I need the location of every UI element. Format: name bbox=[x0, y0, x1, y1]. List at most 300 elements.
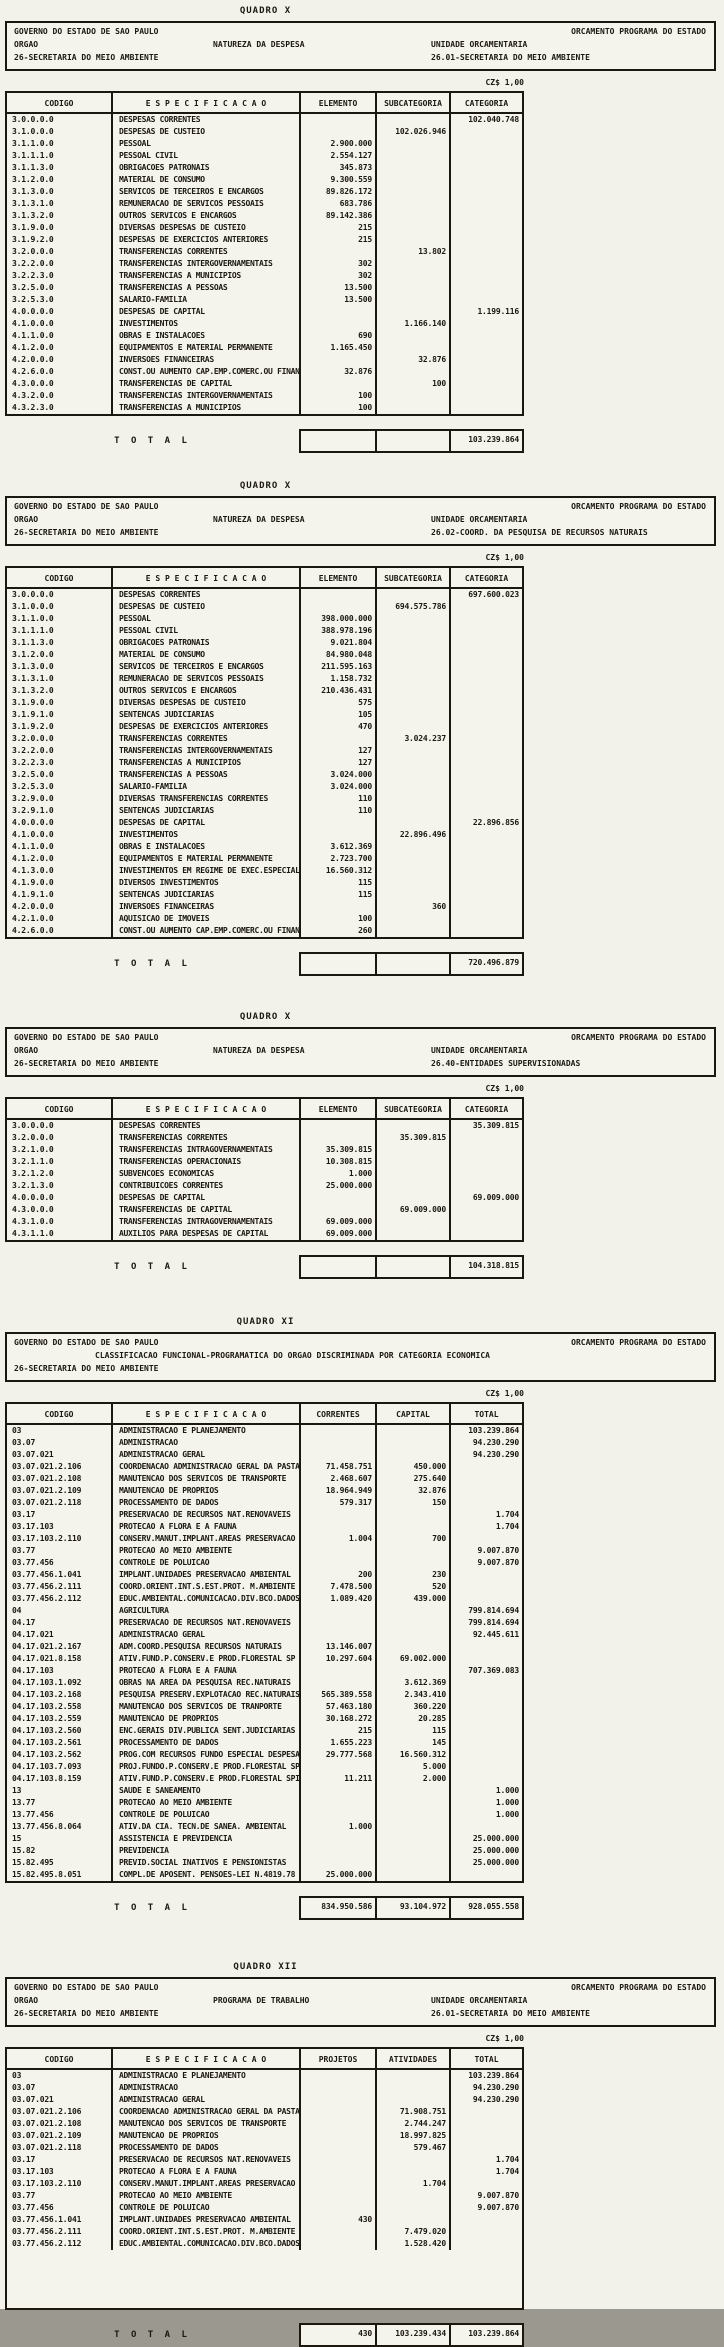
value-cell: 799.814.694 bbox=[468, 1606, 519, 1615]
value-cell bbox=[377, 258, 451, 270]
spec-cell: TRANSFERENCIAS OPERACIONAIS bbox=[113, 1156, 301, 1168]
value-cell: 7.479.020 bbox=[377, 2226, 451, 2238]
table-row bbox=[7, 1617, 522, 1629]
total-value-cell: 430 bbox=[301, 2325, 377, 2345]
table-row bbox=[7, 2142, 522, 2154]
value-cell bbox=[377, 1509, 451, 1521]
spec-cell: COORD.ORIENT.INT.S.EST.PROT. M.AMBIENTE bbox=[113, 2226, 301, 2238]
value-cell bbox=[377, 1521, 451, 1533]
value-cell: 2.000 bbox=[377, 1773, 451, 1785]
table-row bbox=[7, 150, 522, 162]
value-cell: 127 bbox=[301, 745, 377, 757]
code-cell: 04.17.021.8.158 bbox=[7, 1653, 113, 1665]
total-value-cell bbox=[377, 431, 451, 451]
table-row bbox=[7, 769, 522, 781]
total-value-cell bbox=[301, 954, 377, 974]
value-cell bbox=[377, 342, 451, 354]
spec-cell: SENTENCAS JUDICIARIAS bbox=[113, 889, 301, 901]
value-cell bbox=[451, 318, 522, 330]
value-cell bbox=[451, 841, 522, 853]
spec-cell: MANUTENCAO DOS SERVICOS DE TRANSPORTE bbox=[113, 1473, 301, 1485]
code-cell: 4.3.2.0.0 bbox=[7, 390, 113, 402]
value-cell: 707.369.083 bbox=[468, 1666, 519, 1675]
value-cell: 2.343.410 bbox=[377, 1689, 451, 1701]
currency-note: CZ$ 1,00 bbox=[485, 2034, 524, 2043]
code-cell: 3.1.1.0.0 bbox=[7, 138, 113, 150]
value-cell bbox=[451, 1689, 522, 1701]
value-cell bbox=[451, 402, 522, 414]
value-cell bbox=[451, 709, 522, 721]
code-cell: 03.07.021.2.118 bbox=[7, 2142, 113, 2154]
table-row bbox=[7, 1809, 522, 1821]
code-cell: 3.2.2.3.0 bbox=[7, 757, 113, 769]
value-cell bbox=[451, 1485, 522, 1497]
spec-cell: TRANSFERENCIAS A MUNICIPIOS bbox=[113, 757, 301, 769]
spec-cell: MANUTENCAO DE PROPRIOS bbox=[113, 1713, 301, 1725]
spec-cell: PROTECAO AO MEIO AMBIENTE bbox=[113, 2190, 301, 2202]
subject-label: PROGRAMA DE TRABALHO bbox=[213, 1996, 310, 2005]
table-row bbox=[7, 673, 522, 685]
value-cell: 1.000 bbox=[495, 1786, 519, 1795]
value-cell bbox=[451, 2238, 522, 2250]
code-cell: 4.2.1.0.0 bbox=[7, 913, 113, 925]
table-row bbox=[7, 889, 522, 901]
code-cell: 15.82 bbox=[7, 1845, 113, 1857]
value-cell bbox=[377, 649, 451, 661]
value-cell bbox=[377, 685, 451, 697]
value-cell bbox=[301, 2106, 377, 2118]
code-cell: 3.0.0.0.0 bbox=[7, 589, 113, 601]
value-cell bbox=[301, 733, 377, 745]
code-cell: 03.17.103 bbox=[7, 1521, 113, 1533]
value-cell bbox=[377, 234, 451, 246]
code-cell: 03.17.103.2.110 bbox=[7, 1533, 113, 1545]
code-cell: 4.1.3.0.0 bbox=[7, 865, 113, 877]
spec-cell: INVESTIMENTOS bbox=[113, 318, 301, 330]
value-cell bbox=[451, 1821, 522, 1833]
spec-cell: MANUTENCAO DE PROPRIOS bbox=[113, 1485, 301, 1497]
table-row bbox=[7, 318, 522, 330]
table-row bbox=[7, 1425, 522, 1437]
code-cell: 3.2.5.3.0 bbox=[7, 781, 113, 793]
spec-cell: CONTROLE DE POLUICAO bbox=[113, 2202, 301, 2214]
table-row bbox=[7, 402, 522, 414]
code-cell: 3.2.5.3.0 bbox=[7, 294, 113, 306]
column-header: CORRENTES bbox=[301, 1404, 377, 1425]
value-cell bbox=[301, 1204, 377, 1216]
column-header: SUBCATEGORIA bbox=[377, 568, 451, 589]
code-cell: 03.07.021 bbox=[7, 1449, 113, 1461]
table-row bbox=[7, 1449, 522, 1461]
table-row bbox=[7, 625, 522, 637]
spec-cell: TRANSFERENCIAS A PESSOAS bbox=[113, 282, 301, 294]
spec-cell: DIVERSAS DESPESAS DE CUSTEIO bbox=[113, 222, 301, 234]
code-cell: 04.17.103.1.092 bbox=[7, 1677, 113, 1689]
value-cell bbox=[301, 1845, 377, 1857]
value-cell: 13.500 bbox=[301, 294, 377, 306]
value-cell bbox=[301, 1605, 377, 1617]
value-cell bbox=[451, 366, 522, 378]
spec-cell: ADMINISTRACAO GERAL bbox=[113, 1629, 301, 1641]
spec-cell: TRANSFERENCIAS DE CAPITAL bbox=[113, 378, 301, 390]
code-cell: 3.1.1.1.0 bbox=[7, 625, 113, 637]
quadro-title: QUADRO X bbox=[239, 481, 292, 491]
total-label: T O T A L bbox=[114, 1903, 190, 1913]
unidade-orcamentaria-label: UNIDADE ORCAMENTARIA bbox=[431, 40, 528, 49]
value-cell bbox=[301, 589, 377, 601]
value-cell: 94.230.290 bbox=[472, 2083, 519, 2092]
value-cell bbox=[451, 1216, 522, 1228]
spec-cell: SENTENCAS JUDICIARIAS bbox=[113, 805, 301, 817]
spec-cell: DESPESAS DE EXERCICIOS ANTERIORES bbox=[113, 234, 301, 246]
value-cell bbox=[451, 1497, 522, 1509]
spec-cell: MATERIAL DE CONSUMO bbox=[113, 649, 301, 661]
value-cell bbox=[451, 1204, 522, 1216]
value-cell bbox=[451, 1168, 522, 1180]
table-row bbox=[7, 829, 522, 841]
value-cell: 210.436.431 bbox=[301, 685, 377, 697]
spec-cell: PRESERVACAO DE RECURSOS NAT.RENOVAVEIS bbox=[113, 2154, 301, 2166]
orgao-value: 26-SECRETARIA DO MEIO AMBIENTE bbox=[14, 1364, 159, 1373]
value-cell: 694.575.786 bbox=[377, 601, 451, 613]
quadro-title: QUADRO X bbox=[239, 6, 292, 16]
table-row bbox=[7, 1857, 522, 1869]
value-cell bbox=[377, 817, 451, 829]
quadro-section-4 bbox=[5, 1315, 724, 1920]
value-cell: 94.230.290 bbox=[472, 1438, 519, 1447]
value-cell bbox=[451, 1180, 522, 1192]
table-row bbox=[7, 378, 522, 390]
spec-cell: PESSOAL bbox=[113, 138, 301, 150]
value-cell bbox=[301, 246, 377, 258]
value-cell bbox=[301, 1617, 377, 1629]
value-cell bbox=[301, 1761, 377, 1773]
value-cell: 100 bbox=[377, 378, 451, 390]
code-cell: 4.3.0.0.0 bbox=[7, 1204, 113, 1216]
spec-cell: PESQUISA PRESERV.EXPLOTACAO REC.NATURAIS bbox=[113, 1689, 301, 1701]
value-cell bbox=[301, 901, 377, 913]
table-row bbox=[7, 1821, 522, 1833]
code-cell: 3.1.9.2.0 bbox=[7, 234, 113, 246]
value-cell: 57.463.180 bbox=[301, 1701, 377, 1713]
column-header: E S P E C I F I C A C A O bbox=[113, 2049, 301, 2070]
table-row bbox=[7, 354, 522, 366]
total-value-cell: 103.239.864 bbox=[468, 2329, 519, 2338]
value-cell: 565.389.558 bbox=[301, 1689, 377, 1701]
spec-cell: OBRIGACOES PATRONAIS bbox=[113, 162, 301, 174]
table-row bbox=[7, 1192, 522, 1204]
table-row bbox=[7, 114, 522, 126]
value-cell bbox=[451, 1461, 522, 1473]
value-cell bbox=[377, 186, 451, 198]
code-cell: 3.2.2.3.0 bbox=[7, 270, 113, 282]
code-cell: 4.1.0.0.0 bbox=[7, 829, 113, 841]
value-cell bbox=[451, 270, 522, 282]
value-cell bbox=[377, 210, 451, 222]
code-cell: 3.1.9.0.0 bbox=[7, 697, 113, 709]
value-cell: 18.964.949 bbox=[301, 1485, 377, 1497]
value-cell: 69.009.000 bbox=[472, 1193, 519, 1202]
spec-cell: OBRAS E INSTALACOES bbox=[113, 330, 301, 342]
value-cell bbox=[451, 198, 522, 210]
spec-cell: PROTECAO AO MEIO AMBIENTE bbox=[113, 1545, 301, 1557]
orgao-label: ORGAO bbox=[14, 1046, 39, 1055]
code-cell: 04.17.103.2.561 bbox=[7, 1737, 113, 1749]
spec-cell: DESPESAS CORRENTES bbox=[113, 589, 301, 601]
table-row bbox=[7, 1761, 522, 1773]
spec-cell: PRESERVACAO DE RECURSOS NAT.RENOVAVEIS bbox=[113, 1509, 301, 1521]
value-cell: 275.640 bbox=[377, 1473, 451, 1485]
quadro-section-2 bbox=[5, 479, 724, 976]
column-header: CODIGO bbox=[7, 1404, 113, 1425]
table-row bbox=[7, 2178, 522, 2190]
value-cell bbox=[451, 1132, 522, 1144]
spec-cell: OUTROS SERVICOS E ENCARGOS bbox=[113, 685, 301, 697]
value-cell: 1.704 bbox=[495, 2155, 519, 2164]
spec-cell: PREVID.SOCIAL INATIVOS E PENSIONISTAS bbox=[113, 1857, 301, 1869]
value-cell bbox=[451, 1228, 522, 1240]
code-cell: 04.17.103.2.560 bbox=[7, 1725, 113, 1737]
value-cell: 9.007.870 bbox=[477, 1546, 519, 1555]
code-cell: 03.17.103 bbox=[7, 2166, 113, 2178]
value-cell bbox=[451, 222, 522, 234]
table-row bbox=[7, 661, 522, 673]
spec-cell: COORD.ORIENT.INT.S.EST.PROT. M.AMBIENTE bbox=[113, 1581, 301, 1593]
value-cell: 16.560.312 bbox=[301, 865, 377, 877]
header-box bbox=[5, 21, 716, 71]
value-cell bbox=[301, 378, 377, 390]
table-row bbox=[7, 589, 522, 601]
spec-cell: SERVICOS DE TERCEIROS E ENCARGOS bbox=[113, 186, 301, 198]
value-cell: 1.704 bbox=[495, 2167, 519, 2176]
unidade-orcamentaria-value: 26.40-ENTIDADES SUPERVISIONADAS bbox=[431, 1059, 581, 1068]
value-cell bbox=[451, 697, 522, 709]
value-cell bbox=[451, 2106, 522, 2118]
total-values-box bbox=[299, 1255, 524, 1279]
value-cell bbox=[451, 625, 522, 637]
value-cell bbox=[301, 2082, 377, 2094]
value-cell bbox=[451, 150, 522, 162]
value-cell: 1.704 bbox=[495, 1522, 519, 1531]
spec-cell: IMPLANT.UNIDADES PRESERVACAO AMBIENTAL bbox=[113, 2214, 301, 2226]
code-cell: 3.1.2.0.0 bbox=[7, 174, 113, 186]
code-cell: 3.1.9.2.0 bbox=[7, 721, 113, 733]
table-row bbox=[7, 294, 522, 306]
code-cell: 4.1.9.1.0 bbox=[7, 889, 113, 901]
value-cell: 439.000 bbox=[377, 1593, 451, 1605]
value-cell bbox=[451, 721, 522, 733]
value-cell bbox=[377, 1168, 451, 1180]
code-cell: 15.82.495 bbox=[7, 1857, 113, 1869]
value-cell bbox=[301, 1120, 377, 1132]
table-header-row bbox=[7, 93, 522, 114]
value-cell: 100 bbox=[301, 913, 377, 925]
column-header: CODIGO bbox=[7, 93, 113, 114]
value-cell: 302 bbox=[301, 270, 377, 282]
value-cell: 215 bbox=[301, 1725, 377, 1737]
code-cell: 03.77.456.2.112 bbox=[7, 2238, 113, 2250]
table-row bbox=[7, 1569, 522, 1581]
column-header: ELEMENTO bbox=[301, 568, 377, 589]
value-cell bbox=[377, 589, 451, 601]
spec-cell: TRANSFERENCIAS CORRENTES bbox=[113, 1132, 301, 1144]
spec-cell: CONST.OU AUMENTO CAP.EMP.COMERC.OU FINAN bbox=[113, 925, 301, 937]
total-values-box bbox=[299, 429, 524, 453]
value-cell: 1.004 bbox=[301, 1533, 377, 1545]
spec-cell: CONSERV.MANUT.IMPLANT.AREAS PRESERVACAO bbox=[113, 1533, 301, 1545]
value-cell bbox=[377, 841, 451, 853]
total-value-cell: 93.104.972 bbox=[377, 1898, 451, 1918]
code-cell: 3.1.0.0.0 bbox=[7, 126, 113, 138]
spec-cell: OUTROS SERVICOS E ENCARGOS bbox=[113, 210, 301, 222]
code-cell: 13.77.456 bbox=[7, 1809, 113, 1821]
value-cell bbox=[377, 162, 451, 174]
table-row bbox=[7, 2106, 522, 2118]
code-cell: 4.1.0.0.0 bbox=[7, 318, 113, 330]
spec-cell: INVESTIMENTOS EM REGIME DE EXEC.ESPECIAL bbox=[113, 865, 301, 877]
value-cell bbox=[451, 246, 522, 258]
quadro-title: QUADRO X bbox=[239, 1012, 292, 1022]
spec-cell: AQUISICAO DE IMOVEIS bbox=[113, 913, 301, 925]
value-cell bbox=[377, 1797, 451, 1809]
table-row bbox=[7, 1557, 522, 1569]
value-cell: 302 bbox=[301, 258, 377, 270]
code-cell: 3.1.1.3.0 bbox=[7, 637, 113, 649]
value-cell bbox=[301, 1521, 377, 1533]
code-cell: 03.07.021.2.106 bbox=[7, 1461, 113, 1473]
value-cell bbox=[301, 1809, 377, 1821]
orgao-value: 26-SECRETARIA DO MEIO AMBIENTE bbox=[14, 1059, 159, 1068]
value-cell bbox=[377, 2166, 451, 2178]
table-row bbox=[7, 1228, 522, 1240]
code-cell: 3.2.9.1.0 bbox=[7, 805, 113, 817]
value-cell bbox=[377, 697, 451, 709]
value-cell bbox=[301, 1557, 377, 1569]
value-cell bbox=[377, 2202, 451, 2214]
code-cell: 3.2.0.0.0 bbox=[7, 246, 113, 258]
table-row bbox=[7, 757, 522, 769]
code-cell: 03.07.021.2.118 bbox=[7, 1497, 113, 1509]
value-cell: 1.000 bbox=[301, 1168, 377, 1180]
table-row bbox=[7, 2190, 522, 2202]
table-row bbox=[7, 1737, 522, 1749]
value-cell bbox=[301, 1665, 377, 1677]
value-cell bbox=[377, 661, 451, 673]
column-header: ELEMENTO bbox=[301, 93, 377, 114]
table-row bbox=[7, 601, 522, 613]
column-header: CATEGORIA bbox=[451, 1099, 522, 1120]
value-cell bbox=[377, 1557, 451, 1569]
table-row bbox=[7, 2202, 522, 2214]
table-row bbox=[7, 306, 522, 318]
value-cell: 32.876 bbox=[301, 366, 377, 378]
value-cell: 200 bbox=[301, 1569, 377, 1581]
value-cell bbox=[377, 1192, 451, 1204]
table-row bbox=[7, 649, 522, 661]
table-row bbox=[7, 1497, 522, 1509]
code-cell: 03.77.456 bbox=[7, 1557, 113, 1569]
data-table bbox=[5, 1402, 524, 1883]
value-cell bbox=[377, 889, 451, 901]
value-cell bbox=[377, 1605, 451, 1617]
value-cell bbox=[451, 781, 522, 793]
value-cell bbox=[451, 282, 522, 294]
value-cell: 3.024.000 bbox=[301, 769, 377, 781]
value-cell bbox=[377, 1228, 451, 1240]
value-cell: 150 bbox=[377, 1497, 451, 1509]
table-row bbox=[7, 1677, 522, 1689]
value-cell bbox=[451, 294, 522, 306]
value-cell bbox=[377, 306, 451, 318]
value-cell bbox=[451, 1677, 522, 1689]
value-cell bbox=[301, 1785, 377, 1797]
value-cell: 71.458.751 bbox=[301, 1461, 377, 1473]
code-cell: 4.1.1.0.0 bbox=[7, 841, 113, 853]
table-row bbox=[7, 1180, 522, 1192]
value-cell: 9.007.870 bbox=[477, 2191, 519, 2200]
value-cell: 25.000.000 bbox=[472, 1858, 519, 1867]
code-cell: 15.82.495.8.051 bbox=[7, 1869, 113, 1881]
value-cell bbox=[451, 2214, 522, 2226]
value-cell bbox=[451, 685, 522, 697]
value-cell: 100 bbox=[301, 402, 377, 414]
budget-program-label: ORCAMENTO PROGRAMA DO ESTADO bbox=[571, 502, 706, 511]
table-row bbox=[7, 901, 522, 913]
value-cell: 360 bbox=[377, 901, 451, 913]
value-cell bbox=[301, 1425, 377, 1437]
value-cell: 69.009.000 bbox=[301, 1216, 377, 1228]
value-cell: 71.908.751 bbox=[377, 2106, 451, 2118]
table-row bbox=[7, 138, 522, 150]
value-cell bbox=[377, 294, 451, 306]
value-cell: 579.317 bbox=[301, 1497, 377, 1509]
value-cell: 25.000.000 bbox=[472, 1846, 519, 1855]
spec-cell: TRANSFERENCIAS A MUNICIPIOS bbox=[113, 402, 301, 414]
value-cell bbox=[377, 865, 451, 877]
table-row bbox=[7, 1725, 522, 1737]
table-header-row bbox=[7, 2049, 522, 2070]
value-cell bbox=[451, 1533, 522, 1545]
value-cell: 450.000 bbox=[377, 1461, 451, 1473]
value-cell bbox=[451, 2130, 522, 2142]
value-cell: 94.230.290 bbox=[472, 2095, 519, 2104]
value-cell: 1.704 bbox=[377, 2178, 451, 2190]
value-cell bbox=[451, 1737, 522, 1749]
spec-cell: DESPESAS DE CUSTEIO bbox=[113, 601, 301, 613]
value-cell: 84.980.048 bbox=[301, 649, 377, 661]
value-cell bbox=[451, 769, 522, 781]
value-cell bbox=[301, 1192, 377, 1204]
value-cell bbox=[301, 1449, 377, 1461]
table-row bbox=[7, 925, 522, 937]
value-cell: 20.285 bbox=[377, 1713, 451, 1725]
value-cell: 127 bbox=[301, 757, 377, 769]
spec-cell: SERVICOS DE TERCEIROS E ENCARGOS bbox=[113, 661, 301, 673]
subject-label: NATUREZA DA DESPESA bbox=[213, 40, 305, 49]
table-row bbox=[7, 198, 522, 210]
header-box bbox=[5, 496, 716, 546]
spec-cell: PROCESSAMENTO DE DADOS bbox=[113, 2142, 301, 2154]
table-row bbox=[7, 1869, 522, 1881]
code-cell: 4.2.0.0.0 bbox=[7, 901, 113, 913]
spec-cell: OBRIGACOES PATRONAIS bbox=[113, 637, 301, 649]
table-row bbox=[7, 2226, 522, 2238]
column-header: CODIGO bbox=[7, 1099, 113, 1120]
table-row bbox=[7, 1653, 522, 1665]
value-cell bbox=[301, 817, 377, 829]
value-cell bbox=[451, 1473, 522, 1485]
currency-note: CZ$ 1,00 bbox=[485, 1084, 524, 1093]
